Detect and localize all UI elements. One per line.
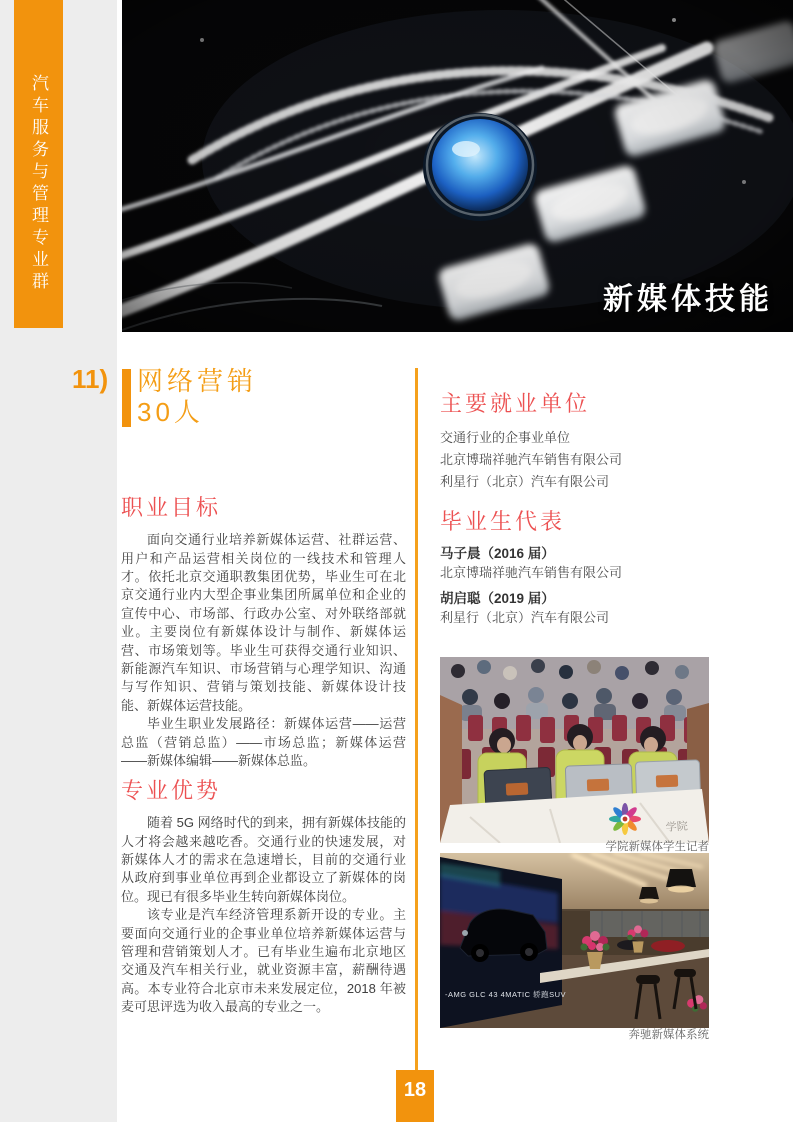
student-reporters-art (440, 657, 709, 843)
graduate-name: 胡启聪（2019 届） (440, 591, 555, 607)
benz-media-system-photo (440, 853, 709, 1028)
benz-media-art (440, 853, 709, 1028)
title-accent-bar (122, 369, 131, 427)
employer-item: 利星行（北京）汽车有限公司 (440, 474, 610, 490)
college-logo-icon (609, 803, 641, 835)
graduate-entry (440, 590, 710, 626)
employer-item: 北京博瑞祥驰汽车销售有限公司 (440, 452, 623, 468)
career-goals-heading: 职业目标 (121, 495, 222, 520)
advantages-paragraph: 该专业是汽车经济管理系新开设的专业。主要面向交通行业的企事业单位培养新媒体运营与管理和营销策划人才。已有毕业生遍布北京地区交通及汽车相关行业，就业资源丰富，薪酬待遇高。本专业符合北京市未来发展定位，2018 年被麦可思评选为收入最高的专业之一。 (121, 907, 406, 1015)
hero-headlight-photo (122, 0, 793, 332)
page-number: 18 (403, 1079, 427, 1101)
hero-title: 新媒体技能 (603, 283, 773, 316)
graduate-name: 马子晨（2016 届） (440, 546, 555, 562)
career-goals-section (121, 496, 406, 770)
sidebar-group-tab (14, 0, 63, 328)
employer-item: 交通行业的企事业单位 (440, 430, 571, 446)
career-goals-paragraph: 面向交通行业培养新媒体运营、社群运营、用户和产品运营相关岗位的一线技术和管理人才。依托北京交通职教集团优势，毕业生可在北京交通行业内大型企事业集团所属单位和企业的宣传中心、市场部、行政办公室、对外联络部就业。主要岗位有新媒体设计与制作、新媒体运营、市场策划等。毕业生可获得交通行业知识、新能源汽车知识、市场营销与心理学知识、沟通与写作知识、营销与策划技能、新媒体设计技能、新媒体运营技能。 (121, 532, 406, 713)
graduate-entry (440, 545, 710, 581)
career-goals-paragraph: 毕业生职业发展路径：新媒体运营——运营总监（营销总监）——市场总监；新媒体运营——新媒体编辑——新媒体总监。 (121, 716, 406, 769)
graduate-company: 北京博瑞祥驰汽车销售有限公司 (440, 565, 623, 581)
advantages-heading: 专业优势 (121, 778, 222, 803)
graduates-heading: 毕业生代表 (440, 509, 566, 534)
advantages-section (121, 779, 406, 1017)
program-index: 11) (72, 364, 109, 394)
graduates-section (440, 510, 710, 626)
program-title-block (122, 366, 382, 428)
advantages-paragraph: 随着 5G 网络时代的到来，拥有新媒体技能的人才将会越来越吃香。交通行业的快速发展，对新媒体人才的需求在急速增长，目前的交通行业从政府到事业单位再到企业都设立了新媒体的岗位。现已有很多毕业生转向新媒体岗位。 (121, 815, 406, 904)
window-band (590, 911, 709, 937)
photo-caption: 奔驰新媒体系统 (628, 1029, 709, 1041)
banner-text: 学院 (665, 820, 689, 834)
employers-section (440, 392, 710, 493)
column-divider (415, 368, 418, 1070)
page-number-box (396, 1070, 434, 1122)
employers-heading: 主要就业单位 (440, 391, 591, 416)
photo-caption: 学院新媒体学生记者 (605, 841, 709, 853)
screen-text: -AMG GLC 43 4MATIC 轿跑SUV (445, 990, 567, 999)
red-car (651, 940, 685, 952)
media-wall-screen (440, 857, 566, 1028)
graduate-company: 利星行（北京）汽车有限公司 (440, 610, 610, 626)
program-enrollment: 30人 (137, 397, 204, 427)
sidebar-group-label: 汽车服务与管理专业群 (29, 74, 48, 294)
program-name: 网络营销 (137, 366, 258, 396)
student-reporters-photo (440, 657, 709, 843)
